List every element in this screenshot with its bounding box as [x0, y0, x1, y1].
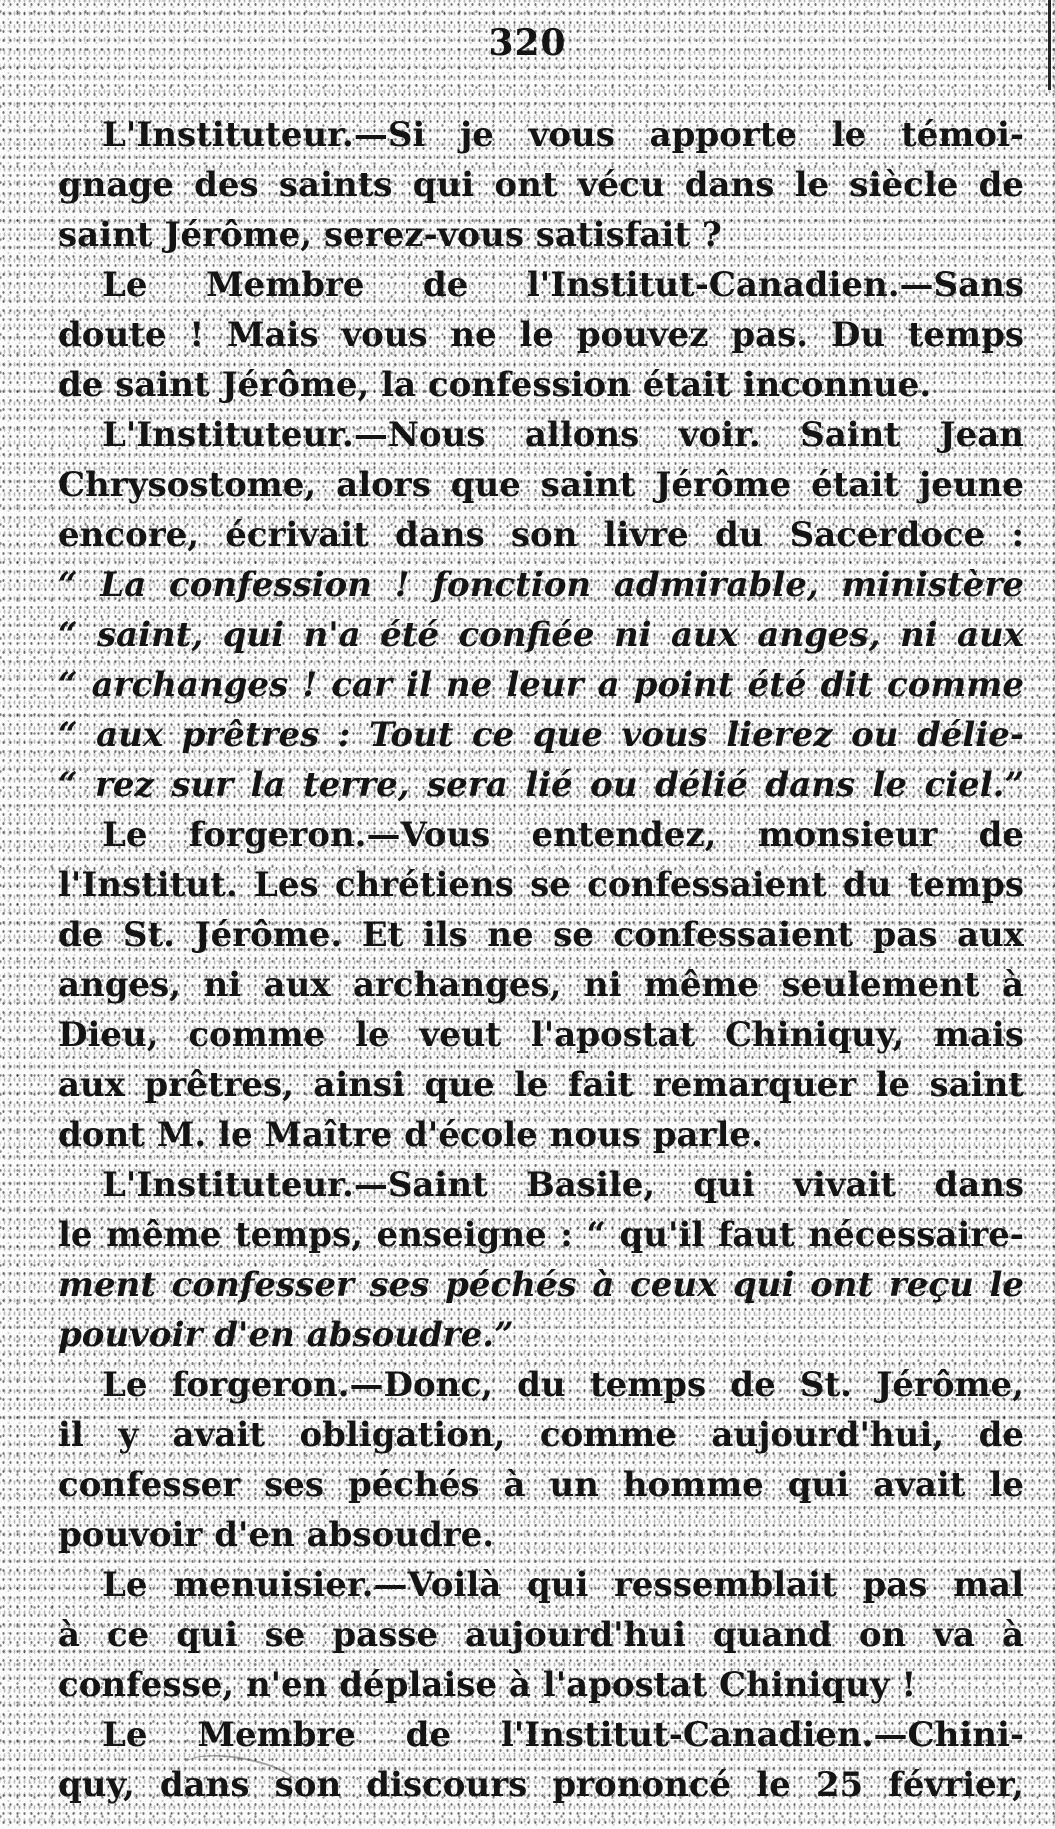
text-line: le même temps, enseigne : “ qu'il faut nécessaire-	[58, 1215, 1024, 1255]
text-line: Le Membre de l'Institut-Canadien.—Chini-	[102, 1715, 1024, 1755]
text-line: Le Membre de l'Institut-Canadien.—Sans	[102, 265, 1024, 305]
page-number: 320	[488, 22, 567, 64]
text-line: anges, ni aux archanges, ni même seulement à	[58, 965, 1024, 1005]
text-line: à ce qui se passe aujourd'hui quand on va à	[58, 1615, 1024, 1655]
text-line: confesser ses péchés à un homme qui avait le	[58, 1465, 1024, 1505]
text-line: L'Instituteur.—Saint Basile, qui vivait dans	[102, 1165, 1024, 1205]
text-line: Dieu, comme le veut l'apostat Chiniquy, mais	[58, 1015, 1024, 1055]
text-line: de saint Jérôme, la confession était inconnue.	[58, 365, 932, 405]
text-line: Le menuisier.—Voilà qui ressemblait pas mal	[102, 1565, 1024, 1605]
text-line: pouvoir d'en absoudre.	[58, 1515, 495, 1555]
text-line: encore, écrivait dans son livre du Sacerdoce :	[58, 515, 1024, 555]
text-line: L'Instituteur.—Nous allons voir. Saint Jean	[102, 415, 1024, 455]
quote-line: “ rez sur la terre, sera lié ou délié dans le ciel.”	[58, 765, 1024, 805]
text-line: confesse, n'en déplaise à l'apostat Chiniquy !	[58, 1665, 917, 1705]
quote-line: “ La confession ! fonction admirable, ministère	[58, 565, 1024, 605]
text-line: aux prêtres, ainsi que le fait remarquer le saint	[58, 1065, 1024, 1105]
text-line: l'Institut. Les chrétiens se confessaient du temps	[58, 865, 1024, 905]
text-line: gnage des saints qui ont vécu dans le siècle de	[58, 165, 1024, 205]
body-text	[58, 110, 1024, 1810]
quote-line: ment confesser ses péchés à ceux qui ont reçu le	[58, 1265, 1024, 1305]
text-line: doute ! Mais vous ne le pouvez pas. Du temps	[58, 315, 1024, 355]
text-line: Chrysostome, alors que saint Jérôme était jeune	[58, 465, 1024, 505]
text-line: Le forgeron.—Donc, du temps de St. Jérôme,	[102, 1365, 1024, 1405]
quote-line: pouvoir d'en absoudre.”	[58, 1315, 514, 1355]
text-line: de St. Jérôme. Et ils ne se confessaient pas aux	[58, 915, 1024, 955]
text-line: quy, dans son discours prononcé le 25 février,	[58, 1765, 1024, 1805]
quote-line: “ aux prêtres : Tout ce que vous lierez ou délie-	[58, 715, 1024, 755]
quote-line: “ archanges ! car il ne leur a point été dit comme	[58, 665, 1024, 705]
quote-line: “ saint, qui n'a été confiée ni aux anges, ni aux	[58, 615, 1024, 655]
text-line: saint Jérôme, serez-vous satisfait ?	[58, 215, 722, 255]
text-line: Le forgeron.—Vous entendez, monsieur de	[102, 815, 1024, 855]
text-line: L'Instituteur.—Si je vous apporte le témoi-	[102, 115, 1024, 155]
text-line: il y avait obligation, comme aujourd'hui, de	[58, 1415, 1024, 1455]
text-line: dont M. le Maître d'école nous parle.	[58, 1115, 763, 1155]
